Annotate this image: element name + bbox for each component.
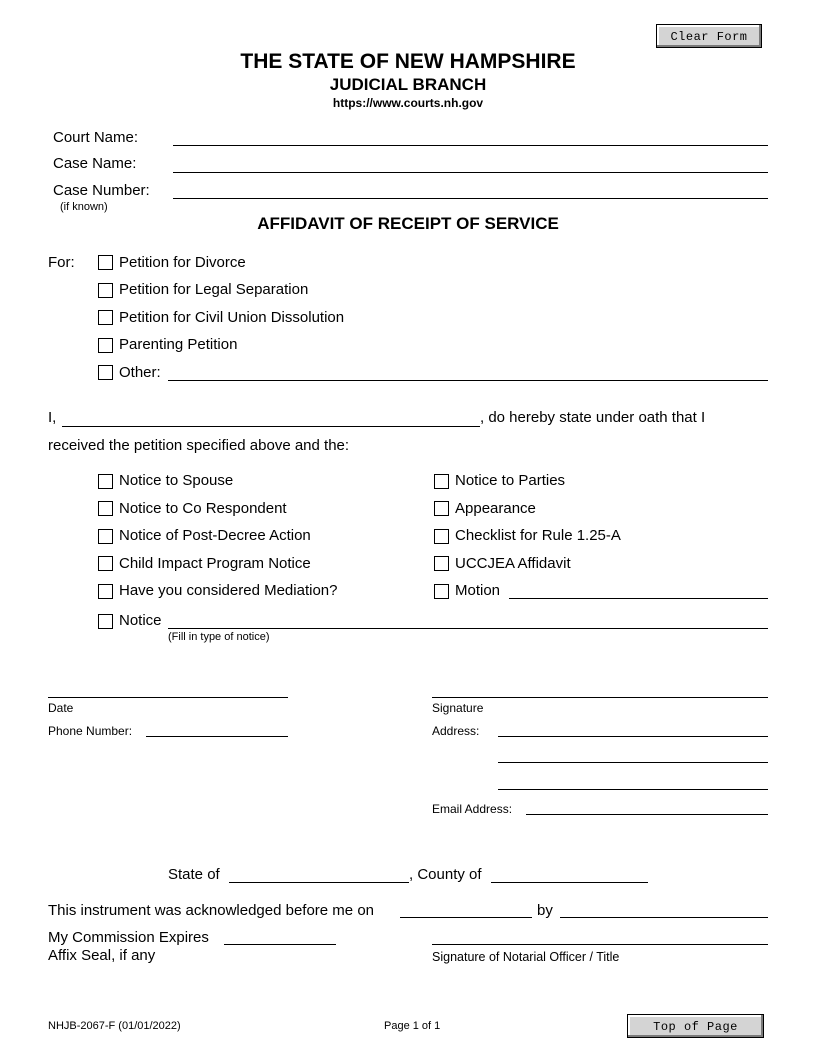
notary-county-field[interactable] [491, 882, 648, 883]
notice-to-parties-checkbox[interactable] [434, 474, 449, 489]
affix-seal-label: Affix Seal, if any [48, 947, 156, 964]
by-label: by [537, 902, 553, 919]
notice-to-co-respondent-checkbox[interactable] [98, 501, 113, 516]
child-impact-label: Child Impact Program Notice [119, 555, 311, 572]
address-label: Address: [432, 724, 480, 738]
oath-line-2: received the petition specified above and the: [48, 437, 350, 454]
county-of-label: , County of [409, 866, 482, 883]
uccjea-label: UCCJEA Affidavit [455, 555, 571, 572]
notice-post-decree-label: Notice of Post-Decree Action [119, 527, 311, 544]
case-name-field[interactable] [173, 172, 768, 173]
case-name-label: Case Name: [53, 155, 137, 172]
email-field[interactable] [526, 814, 768, 815]
notice-post-decree-checkbox[interactable] [98, 529, 113, 544]
court-url: https://www.courts.nh.gov [332, 96, 484, 110]
notice-to-parties-label: Notice to Parties [455, 472, 566, 489]
signature-label: Signature [432, 701, 484, 715]
parenting-petition-checkbox[interactable] [98, 338, 113, 353]
notice-to-co-respondent-label: Notice to Co Respondent [119, 500, 287, 517]
petition-civil-union-checkbox[interactable] [98, 310, 113, 325]
petition-civil-union-label: Petition for Civil Union Dissolution [119, 309, 345, 326]
phone-field[interactable] [146, 736, 288, 737]
motion-field[interactable] [509, 598, 768, 599]
email-label: Email Address: [432, 802, 513, 816]
appearance-label: Appearance [455, 500, 536, 517]
notice-to-spouse-label: Notice to Spouse [119, 472, 234, 489]
petition-legal-separation-checkbox[interactable] [98, 283, 113, 298]
notice-to-spouse-checkbox[interactable] [98, 474, 113, 489]
petition-legal-separation-label: Petition for Legal Separation [119, 281, 309, 298]
appearance-checkbox[interactable] [434, 501, 449, 516]
affiant-name-field[interactable] [62, 426, 480, 427]
case-number-field[interactable] [173, 198, 768, 199]
top-of-page-button[interactable]: Top of Page [627, 1014, 764, 1038]
clear-form-button[interactable]: Clear Form [656, 24, 762, 48]
address-field-3[interactable] [498, 789, 768, 790]
page-number: Page 1 of 1 [384, 1020, 441, 1032]
acknowledged-label: This instrument was acknowledged before me on [48, 902, 375, 919]
notary-state-field[interactable] [229, 882, 409, 883]
if-known-note: (if known) [60, 201, 108, 213]
notice-label: Notice [119, 612, 162, 629]
notice-type-field[interactable] [168, 628, 768, 629]
form-id: NHJB-2067-F (01/01/2022) [48, 1020, 181, 1032]
motion-label: Motion [455, 582, 501, 599]
oath-suffix: , do hereby state under oath that I [480, 409, 706, 426]
phone-label: Phone Number: [48, 724, 133, 738]
other-checkbox[interactable] [98, 365, 113, 380]
petition-divorce-label: Petition for Divorce [119, 254, 246, 271]
checklist-rule-label: Checklist for Rule 1.25-A [455, 527, 621, 544]
signature-field[interactable] [432, 697, 768, 698]
acknowledged-by-field[interactable] [560, 917, 768, 918]
acknowledged-date-field[interactable] [400, 917, 532, 918]
motion-checkbox[interactable] [434, 584, 449, 599]
notary-signature-label: Signature of Notarial Officer / Title [432, 950, 620, 964]
notary-signature-field[interactable] [432, 944, 768, 945]
commission-label: My Commission Expires [48, 929, 209, 946]
mediation-label: Have you considered Mediation? [119, 582, 338, 599]
parenting-petition-label: Parenting Petition [119, 336, 238, 353]
other-field[interactable] [168, 380, 768, 381]
notice-type-hint: (Fill in type of notice) [168, 631, 270, 643]
state-heading: THE STATE OF NEW HAMPSHIRE [240, 50, 576, 73]
address-field-2[interactable] [498, 762, 768, 763]
child-impact-checkbox[interactable] [98, 556, 113, 571]
notice-checkbox[interactable] [98, 614, 113, 629]
uccjea-checkbox[interactable] [434, 556, 449, 571]
oath-prefix: I, [48, 409, 57, 426]
petition-divorce-checkbox[interactable] [98, 255, 113, 270]
state-of-label: State of [168, 866, 220, 883]
other-label: Other: [119, 364, 161, 381]
commission-date-field[interactable] [224, 944, 336, 945]
checklist-rule-checkbox[interactable] [434, 529, 449, 544]
address-field-1[interactable] [498, 736, 768, 737]
mediation-checkbox[interactable] [98, 584, 113, 599]
for-label: For: [48, 254, 75, 271]
court-name-field[interactable] [173, 145, 768, 146]
form-title: AFFIDAVIT OF RECEIPT OF SERVICE [257, 214, 559, 233]
case-number-label: Case Number: [53, 182, 150, 199]
branch-heading: JUDICIAL BRANCH [329, 75, 487, 94]
date-field[interactable] [48, 697, 288, 698]
court-name-label: Court Name: [53, 129, 139, 146]
date-label: Date [48, 701, 74, 715]
